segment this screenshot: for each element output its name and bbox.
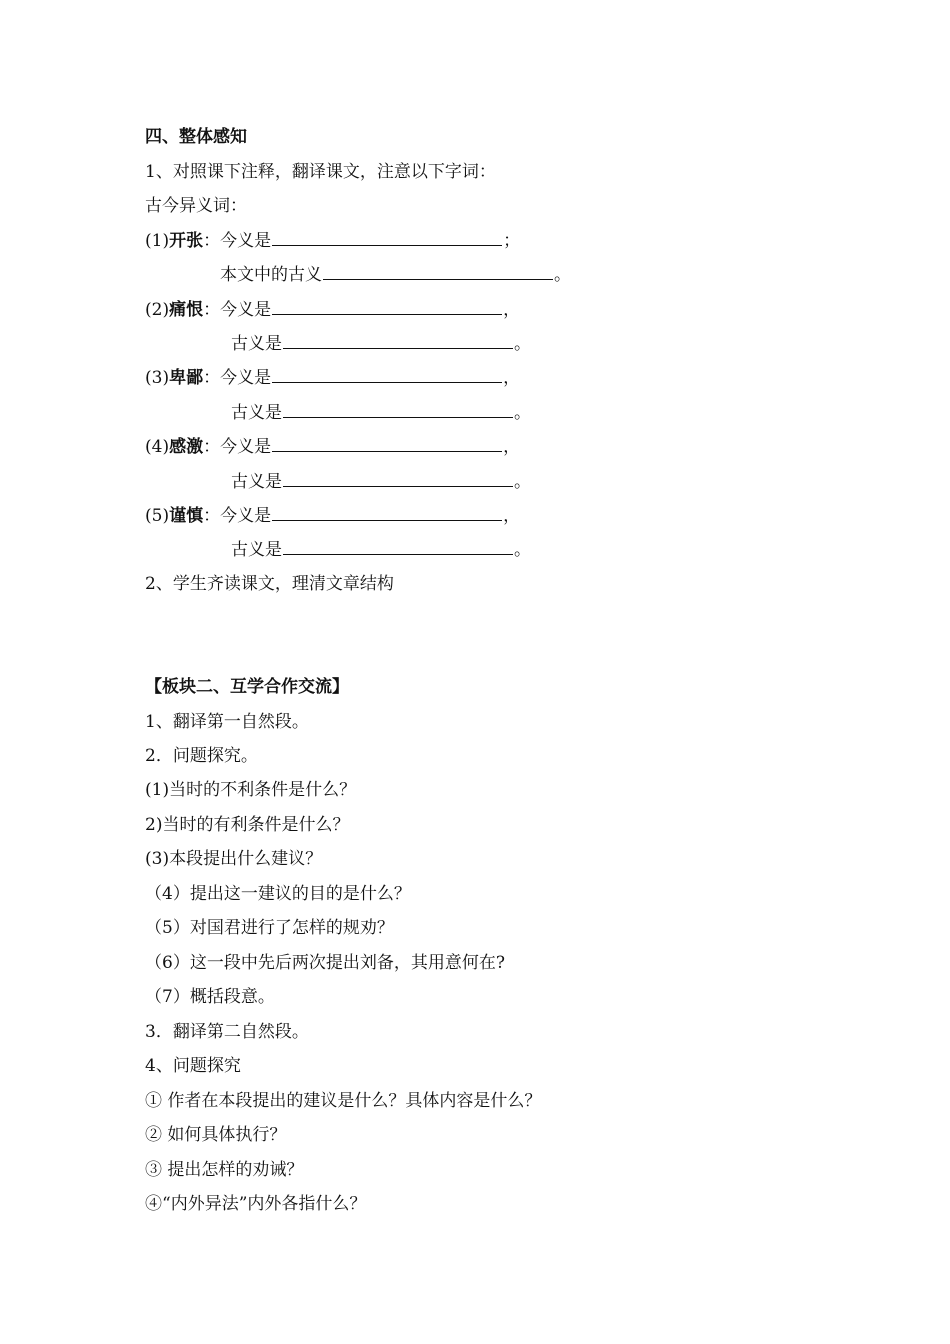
- jin-label: 今义是: [220, 506, 272, 526]
- term-num: (1): [145, 231, 170, 251]
- term-row-5-jin: [145, 504, 520, 527]
- punct: ，: [503, 300, 521, 320]
- punct: 。: [514, 540, 531, 560]
- punct: ，: [503, 368, 521, 388]
- term-row-1-gu: [220, 263, 571, 286]
- block2-line: (1)当时的不利条件是什么？: [145, 780, 357, 800]
- punct: 。: [514, 403, 531, 423]
- answer-blank[interactable]: [272, 366, 502, 383]
- jin-label: 今义是: [220, 437, 272, 457]
- punct: 。: [514, 334, 531, 354]
- term-row-2-jin: [145, 298, 520, 321]
- jin-label: 今义是: [220, 300, 272, 320]
- term-word: 开张: [169, 231, 204, 251]
- section4-item2: 2、学生齐读课文，理清文章结构: [145, 574, 394, 594]
- block2-line: （4）提出这一建议的目的是什么？: [145, 884, 411, 904]
- block2-line: ④“内外异法”内外各指什么？: [145, 1194, 367, 1214]
- punct: ，: [503, 437, 521, 457]
- block2-line: 2．问题探究。: [145, 746, 258, 766]
- punct: 。: [514, 472, 531, 492]
- answer-blank[interactable]: [283, 538, 513, 555]
- block2-line: （7）概括段意。: [145, 987, 275, 1007]
- term-row-2-gu: [231, 332, 531, 355]
- term-row-4-jin: [145, 435, 520, 458]
- term-row-3-jin: [145, 366, 520, 389]
- term-colon: ：: [203, 437, 221, 457]
- section4-heading: 四、整体感知: [145, 127, 247, 147]
- gu-label: 古义是: [231, 334, 282, 354]
- punct: 。: [554, 265, 571, 285]
- term-word: 卑鄙: [169, 368, 204, 388]
- block2-heading: 【板块二、互学合作交流】: [145, 677, 349, 697]
- section4-item1: 1、对照课下注释，翻译课文，注意以下字词：: [145, 162, 496, 182]
- answer-blank[interactable]: [272, 504, 502, 521]
- term-num: (2): [145, 300, 170, 320]
- answer-blank[interactable]: [272, 298, 502, 315]
- answer-blank[interactable]: [283, 470, 513, 487]
- term-word: 感激: [169, 437, 204, 457]
- term-word: 谨慎: [169, 506, 204, 526]
- answer-blank[interactable]: [272, 435, 502, 452]
- answer-blank[interactable]: [323, 263, 553, 280]
- term-colon: ：: [203, 506, 221, 526]
- term-colon: ：: [203, 368, 221, 388]
- block2-line: (3)本段提出什么建议？: [145, 849, 323, 869]
- block2-line: （6）这一段中先后两次提出刘备，其用意何在?: [145, 953, 505, 973]
- block2-line: ① 作者在本段提出的建议是什么？具体内容是什么？: [145, 1091, 542, 1111]
- term-num: (5): [145, 506, 170, 526]
- term-colon: ：: [203, 231, 221, 251]
- block2-line: 2)当时的有利条件是什么？: [145, 815, 350, 835]
- block2-line: ③ 提出怎样的劝诫？: [145, 1160, 304, 1180]
- block2-line: ② 如何具体执行？: [145, 1125, 287, 1145]
- jin-label: 今义是: [220, 368, 272, 388]
- term-num: (3): [145, 368, 170, 388]
- term-row-4-gu: [231, 470, 531, 493]
- answer-blank[interactable]: [272, 229, 502, 246]
- block2-line: （5）对国君进行了怎样的规劝？: [145, 918, 394, 938]
- term-row-1-jin: [145, 229, 520, 252]
- answer-blank[interactable]: [283, 332, 513, 349]
- term-word: 痛恨: [169, 300, 204, 320]
- gu-label: 古义是: [231, 403, 282, 423]
- term-row-3-gu: [231, 401, 531, 424]
- gu-label: 古义是: [231, 540, 282, 560]
- term-row-5-gu: [231, 538, 531, 561]
- gu-label: 古义是: [231, 472, 282, 492]
- jin-label: 今义是: [220, 231, 272, 251]
- section4-subheading: 古今异义词：: [145, 196, 247, 216]
- block2-line: 4、问题探究: [145, 1056, 241, 1076]
- block2-line: 3．翻译第二自然段。: [145, 1022, 309, 1042]
- answer-blank[interactable]: [283, 401, 513, 418]
- punct: ，: [503, 506, 521, 526]
- term-colon: ：: [203, 300, 221, 320]
- benwen-label: 本文中的古义: [220, 265, 322, 285]
- block2-line: 1、翻译第一自然段。: [145, 712, 309, 732]
- punct: ；: [503, 231, 521, 251]
- term-num: (4): [145, 437, 170, 457]
